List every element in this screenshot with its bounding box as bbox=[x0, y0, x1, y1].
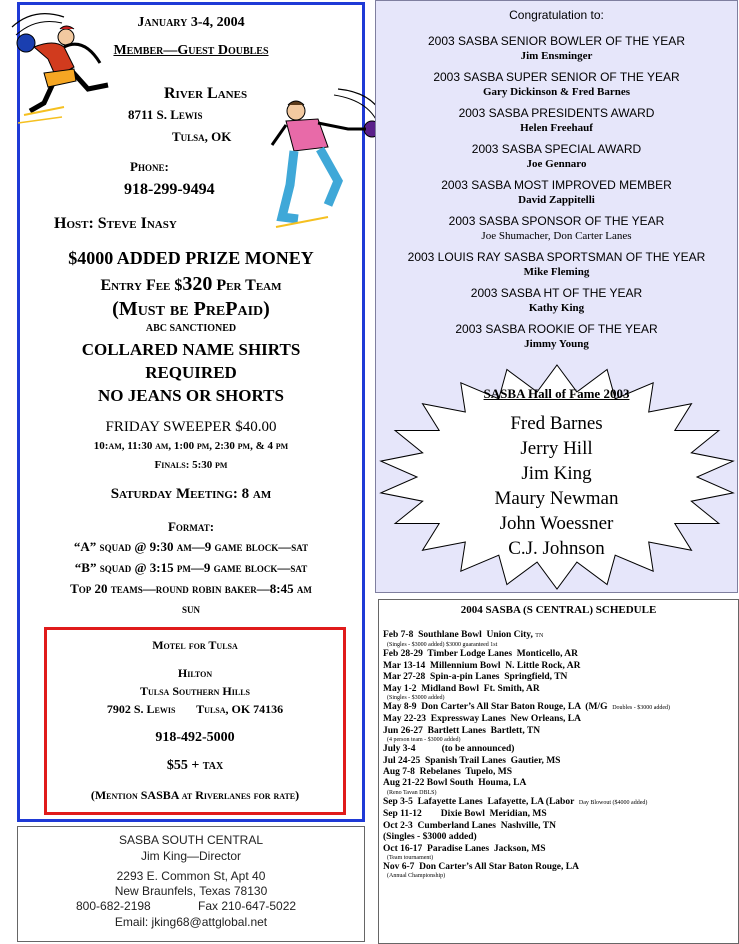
top20-baker: Top 20 teams—round robin baker—8:45 am bbox=[70, 581, 312, 596]
schedule-event-detail: Day Blowout ($4000 added) bbox=[578, 799, 648, 806]
schedule-event-note: (4 person team - $3000 added) bbox=[387, 737, 461, 744]
award-winner: Joe Shumacher, Don Carter Lanes bbox=[481, 230, 632, 242]
org-name: SASBA SOUTH CENTRAL bbox=[118, 833, 264, 847]
schedule-event bbox=[383, 821, 736, 832]
hall-of-fame-name: Jim King bbox=[521, 463, 592, 484]
schedule-event bbox=[383, 756, 736, 767]
phone-label: Phone: bbox=[130, 159, 169, 174]
schedule-event bbox=[383, 809, 736, 820]
schedule-event-text: July 3-4 (to be announced) bbox=[383, 744, 515, 755]
motel-mention: (Mention SASBA at Riverlanes for rate) bbox=[90, 788, 300, 802]
host: Host: Steve Inasy bbox=[54, 215, 177, 232]
phone: 800-682-2198 bbox=[76, 899, 151, 913]
award-title: 2003 SASBA SPONSOR OF THE YEAR bbox=[448, 214, 665, 228]
schedule-event-text: Jul 24-25 Spanish Trail Lanes Gautier, MS bbox=[383, 755, 561, 766]
contact-box bbox=[17, 826, 365, 942]
award-winner: Jim Ensminger bbox=[520, 50, 593, 62]
schedule-event-note: (Singles - $3000 added) bbox=[387, 695, 445, 702]
award-winner: Helen Freehauf bbox=[520, 122, 593, 134]
schedule-event-note: (Team tournament) bbox=[387, 854, 434, 861]
schedule-event-note: (Singles - $3000 added) $3000 guaranteed 1st bbox=[387, 642, 498, 649]
award-title: 2003 SASBA SENIOR BOWLER OF THE YEAR bbox=[428, 34, 685, 48]
schedule-event bbox=[383, 862, 736, 873]
motel-name-1: Hilton bbox=[177, 666, 213, 680]
venue-street: 8711 S. Lewis bbox=[128, 107, 203, 122]
award-winner: Kathy King bbox=[528, 302, 585, 314]
tournament-flyer bbox=[17, 2, 365, 822]
schedule-event bbox=[383, 702, 736, 714]
street: 2293 E. Common St, Apt 40 bbox=[116, 869, 266, 883]
schedule-event-text: Nov 6-7 Don Carter’s All Star Baton Rouge, LA bbox=[383, 861, 579, 872]
hall-of-fame-name: John Woessner bbox=[499, 513, 614, 534]
schedule-event bbox=[383, 672, 736, 683]
schedule-event bbox=[383, 726, 736, 737]
jeans-rule: NO JEANS OR SHORTS bbox=[98, 386, 284, 405]
award-title: 2003 SASBA MOST IMPROVED MEMBER bbox=[441, 178, 672, 192]
award-title: 2003 SASBA SPECIAL AWARD bbox=[471, 142, 642, 156]
award-winner: David Zappitelli bbox=[518, 194, 595, 206]
award-title: 2003 SASBA SUPER SENIOR OF THE YEAR bbox=[433, 70, 680, 84]
schedule-event-text: Feb 28-29 Timber Lodge Lanes Monticello, AR bbox=[383, 649, 579, 660]
schedule-event bbox=[383, 744, 736, 755]
event-date: January 3-4, 2004 bbox=[137, 15, 245, 30]
schedule-event-detail: TN bbox=[535, 633, 544, 639]
venue-city: Tulsa, OK bbox=[172, 129, 232, 144]
award-winner: Gary Dickinson & Fred Barnes bbox=[482, 86, 631, 98]
schedule-event-text: Feb 7-8 Southlane Bowl Union City, bbox=[383, 630, 536, 640]
venue-phone: 918-299-9494 bbox=[124, 181, 215, 198]
sweeper: FRIDAY SWEEPER $40.00 bbox=[105, 419, 277, 435]
motel-address: 7902 S. Lewis Tulsa, OK 74136 bbox=[106, 702, 284, 716]
schedule-event bbox=[383, 844, 736, 855]
saturday-meeting: Saturday Meeting: 8 am bbox=[110, 486, 272, 502]
schedule-event-text: Mar 27-28 Spin-a-pin Lanes Springfield, TN bbox=[383, 672, 568, 683]
shirt-rule-1: COLLARED NAME SHIRTS bbox=[81, 340, 301, 359]
hall-of-fame-name: C.J. Johnson bbox=[508, 538, 605, 559]
hall-of-fame-title: SASBA Hall of Fame 2003 bbox=[483, 386, 630, 401]
schedule-event-text: Aug 21-22 Bowl South Houma, LA bbox=[383, 778, 527, 789]
schedule-event bbox=[383, 684, 736, 695]
schedule-event-note: (Annual Championship) bbox=[387, 873, 446, 880]
schedule-event-text: Aug 7-8 Rebelanes Tupelo, MS bbox=[383, 767, 513, 778]
schedule-event bbox=[383, 630, 736, 642]
schedule-event bbox=[383, 649, 736, 660]
motel-phone: 918-492-5000 bbox=[155, 730, 235, 745]
hall-of-fame-name: Maury Newman bbox=[494, 488, 619, 509]
city: New Braunfels, Texas 78130 bbox=[114, 884, 268, 898]
schedule-event-text: Jun 26-27 Bartlett Lanes Bartlett, TN bbox=[383, 725, 541, 736]
awards-header: Congratulation to: bbox=[509, 8, 604, 22]
event-name: Member—Guest Doubles bbox=[113, 43, 269, 58]
award-title: 2003 LOUIS RAY SASBA SPORTSMAN OF THE YEAR bbox=[407, 250, 706, 264]
award-title: 2003 SASBA ROOKIE OF THE YEAR bbox=[455, 322, 658, 336]
schedule-event bbox=[383, 714, 736, 725]
venue-name: River Lanes bbox=[164, 85, 248, 102]
award-title: 2003 SASBA HT OF THE YEAR bbox=[470, 286, 643, 300]
schedule-event-text: May 8-9 Don Carter’s All Star Baton Rouge, LA (M/G bbox=[383, 702, 613, 713]
motel-box bbox=[44, 627, 346, 815]
prepaid-note: (Must be PrePaid) bbox=[112, 298, 270, 320]
format-label: Format: bbox=[167, 519, 215, 534]
squad-b: “B” squad @ 3:15 pm—9 game block—sat bbox=[74, 560, 308, 575]
hall-of-fame-name: Fred Barnes bbox=[510, 413, 603, 434]
schedule-box bbox=[378, 599, 739, 944]
sanction-note: ABC SANCTIONED bbox=[145, 323, 237, 334]
director: Jim King—Director bbox=[140, 849, 242, 863]
schedule-event-text: May 1-2 Midland Bowl Ft. Smith, AR bbox=[383, 683, 540, 694]
fax: Fax 210-647-5022 bbox=[198, 899, 297, 913]
schedule-event-text: May 22-23 Expressway Lanes New Orleans, LA bbox=[383, 714, 582, 725]
awards-panel bbox=[375, 0, 738, 593]
schedule-event-text: Oct 16-17 Paradise Lanes Jackson, MS bbox=[383, 843, 546, 854]
schedule-event-text: Oct 2-3 Cumberland Lanes Nashville, TN bbox=[383, 820, 556, 831]
schedule-event bbox=[383, 797, 736, 809]
award-winner: Joe Gennaro bbox=[526, 158, 587, 170]
schedule-event-note: (Reno Tavan DBLS) bbox=[387, 789, 437, 796]
schedule-event-text: Mar 13-14 Millennium Bowl N. Little Rock, AR bbox=[383, 660, 581, 671]
schedule-list bbox=[383, 630, 736, 880]
schedule-event-text: Sep 3-5 Lafayette Lanes Lafayette, LA (Labor bbox=[383, 796, 579, 807]
sweeper-times: 10:am, 11:30 am, 1:00 pm, 2:30 pm, & 4 pm bbox=[93, 440, 289, 452]
email[interactable]: Email: jking68@attglobal.net bbox=[114, 915, 268, 929]
schedule-event-text: Sep 11-12 Dixie Bowl Meridian, MS bbox=[383, 809, 547, 820]
schedule-title: 2004 SASBA (S CENTRAL) SCHEDULE bbox=[460, 604, 657, 616]
schedule-event bbox=[383, 832, 736, 843]
hall-of-fame-name: Jerry Hill bbox=[520, 438, 593, 459]
squad-a: “A” squad @ 9:30 am—9 game block—sat bbox=[73, 539, 309, 554]
award-winner: Jimmy Young bbox=[524, 338, 589, 350]
motel-name-2: Tulsa Southern Hills bbox=[139, 684, 251, 698]
schedule-event bbox=[383, 767, 736, 778]
schedule-event bbox=[383, 778, 736, 789]
finals-time: Finals: 5:30 pm bbox=[154, 459, 228, 471]
award-title: 2003 SASBA PRESIDENTS AWARD bbox=[458, 106, 655, 120]
schedule-event bbox=[383, 661, 736, 672]
entry-fee: Entry Fee $320 Per Team bbox=[100, 273, 282, 295]
schedule-event-text: (Singles - $3000 added) bbox=[383, 832, 477, 843]
top20-day: sun bbox=[181, 601, 200, 616]
motel-rate: $55 + tax bbox=[166, 758, 224, 773]
motel-title: Motel for Tulsa bbox=[152, 638, 238, 652]
prize-money: $4000 ADDED PRIZE MONEY bbox=[68, 248, 314, 268]
schedule-event-detail: Doubles - $3000 added) bbox=[612, 705, 671, 712]
award-winner: Mike Fleming bbox=[523, 266, 590, 278]
shirt-rule-2: REQUIRED bbox=[145, 363, 237, 382]
